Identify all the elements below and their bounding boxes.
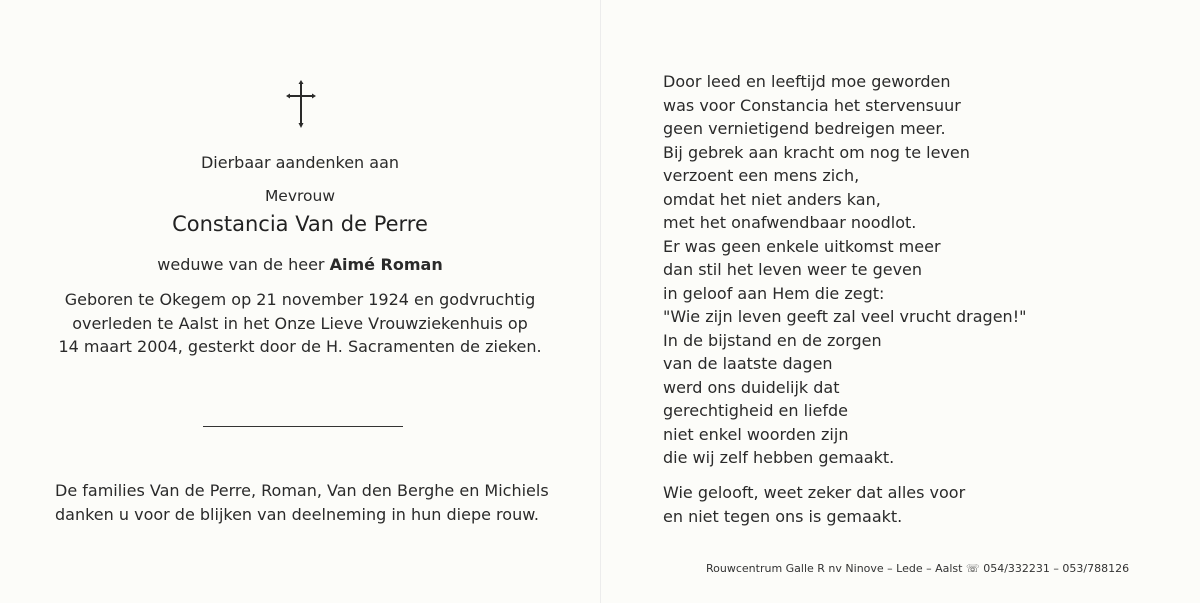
biography: [0, 288, 600, 359]
bio-line: 14 maart 2004, gesterkt door de H. Sacramenten de zieken.: [58, 337, 542, 356]
deceased-name: Constancia Van de Perre: [172, 212, 428, 236]
poem-line: dan stil het leven weer te geven: [663, 260, 923, 279]
poem-line: en niet tegen ons is gemaakt.: [663, 506, 903, 526]
intro-text: Dierbaar aandenken aan: [200, 153, 400, 172]
poem-line: gerechtigheid en liefde: [663, 401, 848, 420]
poem-line: was voor Constancia het stervensuur: [663, 95, 961, 115]
poem-line: "Wie zijn leven geeft zal veel vrucht dragen!": [663, 307, 1027, 326]
widow-prefix: weduwe van de heer: [157, 255, 330, 274]
poem-line: die wij zelf hebben gemaakt.: [663, 448, 895, 467]
poem-line: geen vernietigend bedreigen meer.: [663, 119, 946, 138]
poem-line: verzoent een mens zich,: [663, 166, 860, 185]
thanks-line: De families Van de Perre, Roman, Van den Berghe en Michiels: [55, 481, 549, 500]
poem-line: van de laatste dagen: [663, 354, 833, 373]
poem-line: niet enkel woorden zijn: [663, 424, 849, 444]
fold-line: [600, 0, 601, 603]
spouse-name: Aimé Roman: [329, 255, 443, 274]
honorific: Mevrouw: [264, 187, 336, 205]
poem-line: werd ons duidelijk dat: [663, 377, 840, 397]
poem-line: Er was geen enkele uitkomst meer: [663, 236, 941, 256]
thanks-text: [55, 479, 575, 526]
poem: [663, 70, 1026, 470]
poem-ending: [663, 481, 965, 528]
poem-line: Wie gelooft, weet zeker dat alles voor: [663, 483, 966, 502]
divider: [203, 426, 403, 427]
poem-line: In de bijstand en de zorgen: [663, 330, 882, 350]
bio-line: overleden te Aalst in het Onze Lieve Vrouwziekenhuis op: [72, 313, 528, 333]
bio-line: Geboren te Okegem op 21 november 1924 en godvruchtig: [64, 290, 536, 309]
poem-line: Bij gebrek aan kracht om nog te leven: [663, 142, 970, 162]
funeral-home-footer: Rouwcentrum Galle R nv Ninove – Lede – Aalst ☏ 054/332231 – 053/788126: [706, 562, 1130, 575]
poem-line: met het onafwendbaar noodlot.: [663, 213, 917, 232]
cross-icon: [285, 80, 317, 128]
poem-line: omdat het niet anders kan,: [663, 189, 881, 209]
poem-line: in geloof aan Hem die zegt:: [663, 283, 885, 303]
thanks-line: danken u voor de blijken van deelneming in hun diepe rouw.: [55, 504, 539, 524]
widow-line: [0, 255, 600, 274]
poem-line: Door leed en leeftijd moe geworden: [663, 72, 951, 91]
